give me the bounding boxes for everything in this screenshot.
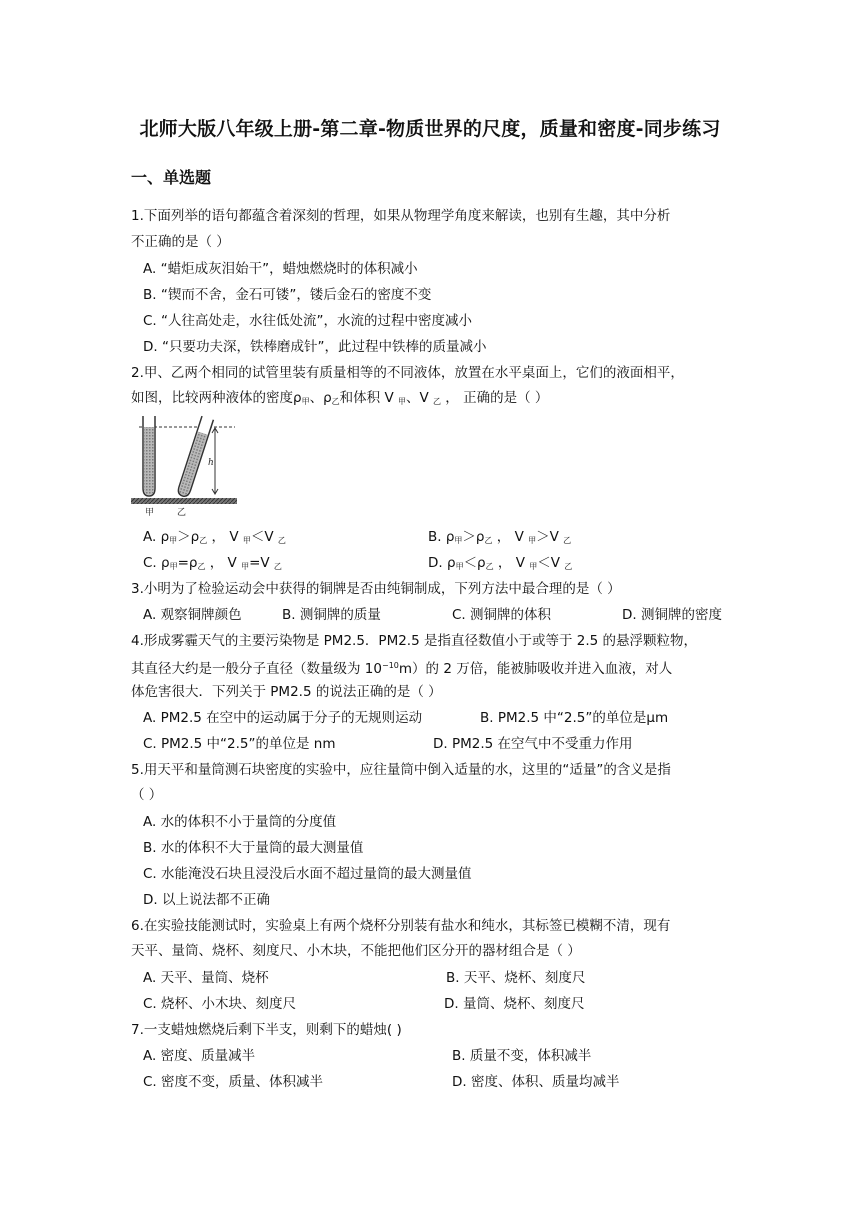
q3-stem: 3.小明为了检验运动会中获得的铜牌是否由纯铜制成，下列方法中最合理的是（ ） — [131, 581, 621, 597]
q6-option-b: B. 天平、烧杯、刻度尺 — [446, 970, 586, 986]
q6-stem-line1: 6.在实验技能测试时，实验桌上有两个烧杯分别装有盐水和纯水，其标签已模糊不清，现有 — [131, 918, 671, 934]
q4-option-d: D. PM2.5 在空气中不受重力作用 — [433, 736, 633, 752]
q6-stem-line2: 天平、量筒、烧杯、刻度尺、小木块，不能把他们区分开的器材组合是（ ） — [131, 943, 581, 959]
q4-stem-line3: 体危害很大．下列关于 PM2.5 的说法正确的是（ ） — [131, 684, 442, 700]
q3-option-a: A. 观察铜牌颜色 — [143, 607, 242, 623]
q2-option-c: C. $\rho_甲=\rho_乙$ ， V $_甲$=V $_乙$ — [143, 555, 282, 571]
q1-stem-line1: 1.下面列举的语句都蕴含着深刻的哲理，如果从物理学角度来解读，也别有生趣，其中分析 — [131, 208, 671, 224]
figure-yi-label: 乙 — [177, 508, 187, 518]
q1-option-d: D. “只要功夫深，铁棒磨成针”，此过程中铁棒的质量减小 — [143, 339, 487, 355]
q4-option-c: C. PM2.5 中“2.5”的单位是 nm — [143, 736, 336, 752]
q6-option-d: D. 量筒、烧杯、刻度尺 — [444, 996, 585, 1012]
q6-option-a: A. 天平、量筒、烧杯 — [143, 970, 269, 986]
q1-stem-line2: 不正确的是（ ） — [131, 234, 230, 250]
q1-option-b: B. “锲而不舍，金石可镂”，镂后金石的密度不变 — [143, 287, 432, 303]
q7-option-d: D. 密度、体积、质量均减半 — [452, 1074, 620, 1090]
document-title: 北师大版八年级上册-第二章-物质世界的尺度，质量和密度-同步练习 — [139, 118, 721, 140]
q2-option-d: D. $\rho_甲<\rho_乙$ ， V $_甲$＜V $_乙$ — [428, 555, 573, 571]
q2-option-b: B. $\rho_甲>\rho_乙$ ， V $_甲$＞V $_乙$ — [428, 529, 572, 545]
q3-option-b: B. 测铜牌的质量 — [282, 607, 381, 623]
q3-option-d: D. 测铜牌的密度 — [622, 607, 722, 623]
q7-option-b: B. 质量不变，体积减半 — [452, 1048, 592, 1064]
section-heading: 一、单选题 — [131, 168, 212, 187]
q2-option-a: A. $\rho_甲>\rho_乙$ ， V $_甲$＜V $_乙$ — [143, 529, 286, 545]
q5-option-d: D. 以上说法都不正确 — [143, 892, 270, 908]
figure-h-label: h — [208, 458, 214, 468]
q4-option-a: A. PM2.5 在空中的运动属于分子的无规则运动 — [143, 710, 423, 726]
q3-option-c: C. 测铜牌的体积 — [452, 607, 552, 623]
q7-option-c: C. 密度不变，质量、体积减半 — [143, 1074, 324, 1090]
q5-stem-line2: （ ） — [131, 787, 163, 803]
test-tubes-figure — [131, 414, 237, 518]
q7-option-a: A. 密度、质量减半 — [143, 1048, 256, 1064]
q5-option-a: A. 水的体积不小于量筒的分度值 — [143, 814, 337, 830]
q5-option-b: B. 水的体积不大于量筒的最大测量值 — [143, 840, 364, 856]
q5-option-c: C. 水能淹没石块且浸没后水面不超过量筒的最大测量值 — [143, 866, 472, 882]
q2-stem-line2: 如图，比较两种液体的密度$\rho_甲$、$\rho_乙$和体积 V $_甲$、V $_乙$ ， 正确的是（ ） — [131, 390, 549, 406]
q1-option-c: C. “人往高处走，水往低处流”，水流的过程中密度减小 — [143, 313, 472, 329]
q4-stem-line1: 4.形成雾霾天气的主要污染物是 PM2.5．PM2.5 是指直径数值小于或等于 2.5 的悬浮颗粒物， — [131, 633, 698, 649]
q5-stem-line1: 5.用天平和量筒测石块密度的实验中，应往量筒中倒入适量的水，这里的“适量”的含义是指 — [131, 762, 671, 778]
q2-stem-line1: 2.甲、乙两个相同的试管里装有质量相等的不同液体，放置在水平桌面上，它们的液面相平， — [131, 365, 684, 381]
q1-option-a: A. “蜡炬成灰泪始干”，蜡烛燃烧时的体积减小 — [143, 261, 418, 277]
q4-option-b: B. PM2.5 中“2.5”的单位是μm — [480, 710, 669, 726]
q4-stem-line2: 其直径大约是一般分子直径（数量级为 $10^{-10}m$）的 2 万倍，能被肺吸收并进入血液，对人 — [131, 661, 673, 677]
q7-stem: 7.一支蜡烛燃烧后剩下半支，则剩下的蜡烛( ) — [131, 1022, 402, 1038]
q6-option-c: C. 烧杯、小木块、刻度尺 — [143, 996, 297, 1012]
figure-jia-label: 甲 — [145, 508, 155, 518]
